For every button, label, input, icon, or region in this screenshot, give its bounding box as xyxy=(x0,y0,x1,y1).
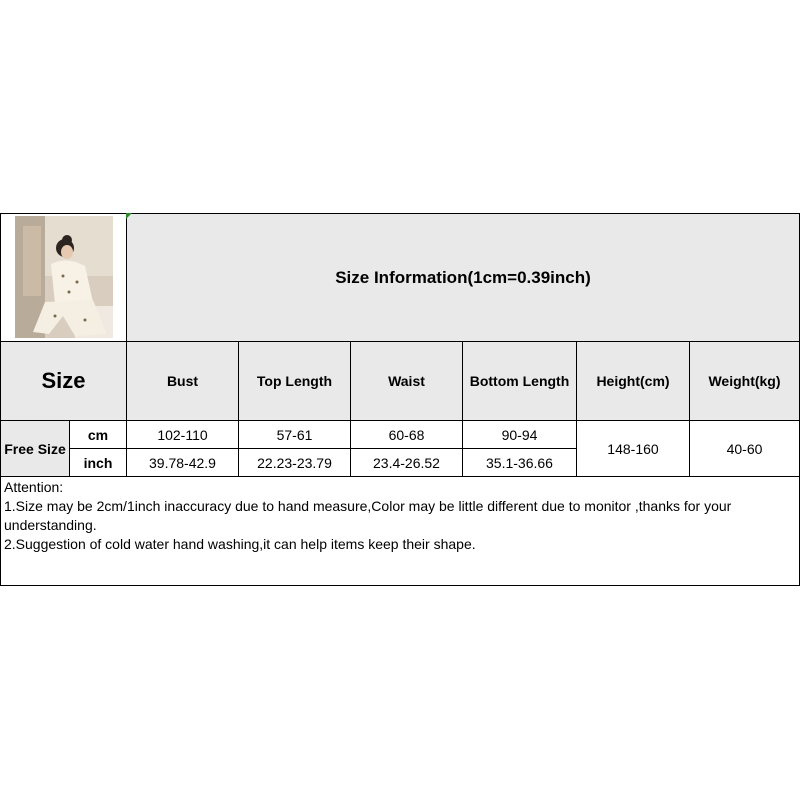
inch-waist: 23.4-26.52 xyxy=(350,448,463,477)
note-line-1: 1.Size may be 2cm/1inch inaccuracy due to hand measure,Color may be little different due to monitor ,thanks for your understanding. xyxy=(4,498,732,533)
cm-bottom-length: 90-94 xyxy=(462,420,577,449)
size-header-label: Size xyxy=(41,368,86,393)
photo-cell xyxy=(0,213,127,342)
size-chart xyxy=(0,213,800,586)
cm-top-length: 57-61 xyxy=(238,420,351,449)
unit-cm-cell: cm xyxy=(69,420,127,449)
height-value: 148-160 xyxy=(576,420,690,477)
chart-title: Size Information(1cm=0.39inch) xyxy=(335,267,591,287)
notes-heading: Attention: xyxy=(4,479,64,495)
note-line-2: 2.Suggestion of cold water hand washing,it can help items keep their shape. xyxy=(4,536,476,552)
column-header-waist: Waist xyxy=(350,341,463,421)
cm-waist: 60-68 xyxy=(350,420,463,449)
column-header-weight: Weight(kg) xyxy=(689,341,800,421)
size-header-cell xyxy=(0,341,127,421)
weight-value: 40-60 xyxy=(689,420,800,477)
inch-bust: 39.78-42.9 xyxy=(126,448,239,477)
corner-tick-icon xyxy=(126,213,132,219)
pajama-model-photo-icon xyxy=(15,216,113,338)
column-header-top-length: Top Length xyxy=(238,341,351,421)
cm-bust: 102-110 xyxy=(126,420,239,449)
chart-title-cell xyxy=(126,213,800,342)
column-header-bottom-length: Bottom Length xyxy=(462,341,577,421)
inch-top-length: 22.23-23.79 xyxy=(238,448,351,477)
size-name-cell: Free Size xyxy=(0,420,70,477)
inch-bottom-length: 35.1-36.66 xyxy=(462,448,577,477)
unit-inch-cell: inch xyxy=(69,448,127,477)
column-header-bust: Bust xyxy=(126,341,239,421)
attention-notes xyxy=(0,476,800,586)
column-header-height: Height(cm) xyxy=(576,341,690,421)
